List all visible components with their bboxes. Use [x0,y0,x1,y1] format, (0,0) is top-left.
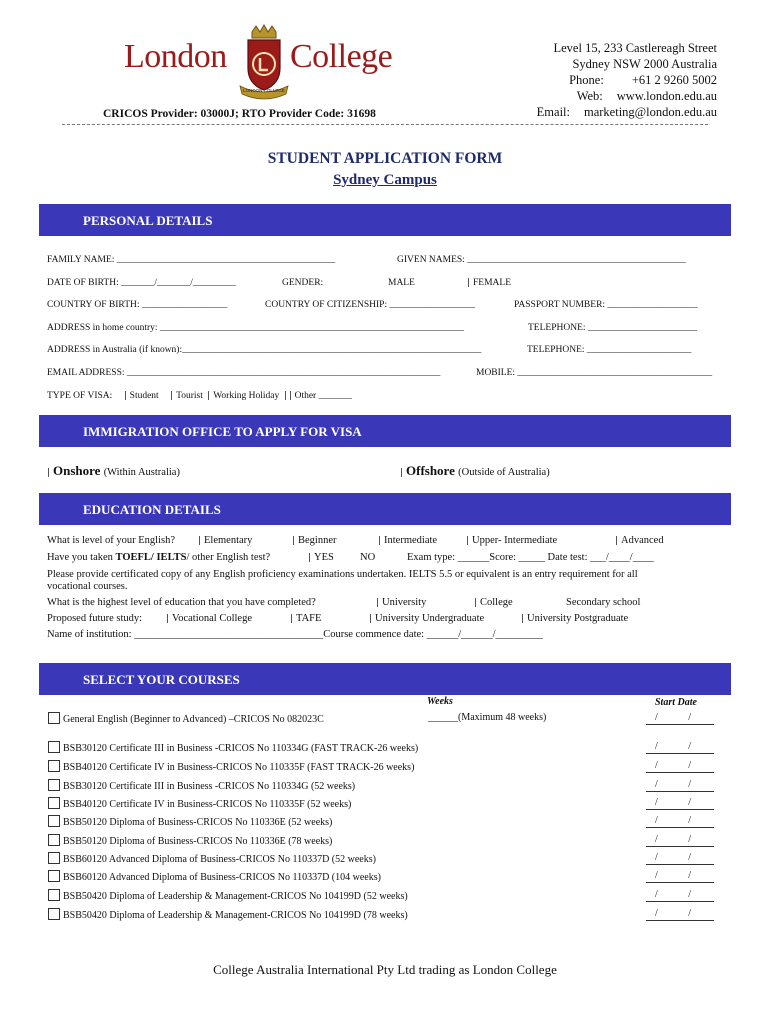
family-name-field[interactable]: FAMILY NAME: ______________________________________________ [47,255,336,265]
course-label: General English (Beginner to Advanced) –CRICOS No 082023C [63,714,324,725]
level-beginner[interactable] [293,535,337,546]
australia-address-field[interactable]: ADDRESS in Australia (if known):_______________________________________________________________ [47,345,482,355]
course-row[interactable] [48,834,332,847]
future-undergrad[interactable] [370,613,484,624]
footer-text: College Australia International Pty Ltd trading as London College [213,962,557,977]
mobile-field[interactable]: MOBILE: _________________________________________ [476,368,713,378]
english-note-line-2: vocational courses. [47,581,128,592]
institution-field[interactable]: Name of institution: ____________________________________Course commence date: ______/______/_________ [47,629,543,640]
english-level-question: What is level of your English? [47,535,176,546]
visa-other[interactable]: Other _______ [294,391,352,401]
home-address-field[interactable]: ADDRESS in home country: ________________________________________________________________ [47,323,464,333]
english-note-line-1: Please provide certificated copy of any English proficiency examinations undertaken. IELTS 5.5 or equivalent is an entry requirement for all [47,569,638,580]
country-citizenship-field[interactable]: COUNTRY OF CITIZENSHIP: __________________ [265,300,475,310]
given-names-field[interactable]: GIVEN NAMES: ______________________________________________ [397,255,686,265]
header-divider [62,124,708,125]
course-row[interactable] [48,779,355,792]
level-beginner-checkbox[interactable] [293,536,294,545]
weeks-field[interactable]: ______(Maximum 48 weeks) [428,712,547,723]
email-value[interactable]: marketing@london.edu.au [583,105,717,119]
course-label: BSB50120 Diploma of Business-CRICOS No 110336E (78 weeks) [63,836,333,847]
course-checkbox[interactable] [48,779,60,791]
cricos-provider: CRICOS Provider: 03000J; RTO Provider Code: 31698 [103,108,376,120]
level-upper-intermediate[interactable] [467,535,557,546]
course-row[interactable] [48,908,408,921]
address-line-2: Sydney NSW 2000 Australia [572,57,717,71]
highest-secondary[interactable]: Secondary school [566,597,641,608]
level-elementary-checkbox[interactable] [199,536,200,545]
level-intermediate-checkbox[interactable] [379,536,380,545]
onshore-note: (Within Australia) [103,467,180,478]
email-field[interactable]: EMAIL ADDRESS: __________________________________________________________________ [47,368,441,378]
start-date-field[interactable]: / / [646,889,714,902]
level-advanced-label: Advanced [621,535,664,546]
start-date-header: Start Date [655,697,697,708]
address-line-1: Level 15, 233 Castlereagh Street [553,41,717,55]
telephone-field-2[interactable]: TELEPHONE: ______________________ [527,345,692,355]
visa-tourist: Tourist [176,391,203,401]
level-elementary-label: Elementary [204,535,253,546]
phone-row [537,72,717,88]
level-upper-intermediate-checkbox[interactable] [467,536,468,545]
section-heading: SELECT YOUR COURSES [83,672,240,687]
visa-other-checkbox[interactable] [285,391,286,400]
course-label: BSB50420 Diploma of Leadership & Management-CRICOS No 104199D (78 weeks) [63,910,408,921]
gender-label: GENDER: [282,278,324,288]
toefl-yes-label: YES [314,552,334,563]
start-date-field[interactable]: / / [646,834,714,847]
visa-tourist-checkbox[interactable] [171,391,172,400]
future-postgrad[interactable] [522,613,628,624]
level-upper-intermediate-label: Upper- Intermediate [472,535,558,546]
section-courses [39,663,731,695]
weeks-header: Weeks [427,696,453,707]
visa-type-label: TYPE OF VISA: [47,391,113,401]
exam-details-field[interactable]: Exam type: ______Score: _____ Date test: ___/____/____ [407,552,654,563]
toefl-no[interactable]: NO [360,552,376,563]
highest-university-checkbox[interactable] [377,598,378,607]
future-tafe-checkbox[interactable] [291,614,292,623]
course-row[interactable] [48,889,408,902]
female-option[interactable] [468,278,511,288]
start-date-field[interactable]: / / [646,852,714,865]
section-heading: PERSONAL DETAILS [83,213,213,228]
course-label: BSB60120 Advanced Diploma of Business-CRICOS No 110337D (104 weeks) [63,872,381,883]
form-title: STUDENT APPLICATION FORM [267,150,503,167]
course-checkbox[interactable] [48,741,60,753]
level-elementary[interactable] [199,535,252,546]
country-birth-field[interactable]: COUNTRY OF BIRTH: __________________ [47,300,228,310]
toefl-question-bold: TOEFL/ IELTS [115,552,187,563]
course-checkbox[interactable] [48,815,60,827]
email-label: Email: [536,105,570,119]
female-label: FEMALE [473,278,511,288]
crest-ribbon-text: LONDON COLLEGE [243,88,285,93]
form-subtitle: Sydney Campus [333,172,437,188]
future-tafe-label: TAFE [296,613,322,624]
web-value[interactable]: www.london.edu.au [616,89,717,103]
future-undergrad-checkbox[interactable] [370,614,371,623]
section-immigration [39,415,731,447]
toefl-question-pre: Have you taken [47,552,116,563]
highest-university-label: University [382,597,427,608]
web-row [537,88,717,104]
course-checkbox[interactable] [48,889,60,901]
course-row[interactable] [48,760,414,773]
offshore-note: (Outside of Australia) [458,467,550,478]
start-date-field[interactable]: / / [646,797,714,810]
highest-college-checkbox[interactable] [475,598,476,607]
course-label: BSB50420 Diploma of Leadership & Management-CRICOS No 104199D (52 weeks) [63,891,408,902]
start-date-field[interactable]: / / [646,760,714,773]
section-heading: EDUCATION DETAILS [83,502,221,517]
course-row[interactable] [48,852,376,865]
start-date-field[interactable]: / / [646,908,714,921]
future-vocational[interactable] [167,613,252,624]
section-education [39,493,731,525]
course-label: BSB40120 Certificate IV in Business-CRICOS No 110335F (52 weeks) [63,799,352,810]
phone-label: Phone: [569,73,604,87]
logo-text-college: College [290,38,393,75]
highest-university[interactable] [377,597,426,608]
section-heading: IMMIGRATION OFFICE TO APPLY FOR VISA [83,424,362,439]
start-date-field[interactable]: / / [646,741,714,754]
male-option[interactable]: MALE [388,278,415,288]
level-beginner-label: Beginner [298,535,337,546]
web-label: Web: [576,89,603,103]
highest-college-label: College [480,597,513,608]
start-date-field[interactable]: / / [646,870,714,883]
course-row[interactable] [48,870,381,883]
start-date-field[interactable]: / / [646,779,714,792]
highest-education-question: What is the highest level of education that you have completed? [47,597,316,608]
onshore-checkbox[interactable] [48,468,49,477]
course-checkbox[interactable] [48,797,60,809]
email-row [537,104,717,120]
toefl-yes-checkbox[interactable] [309,553,310,562]
course-checkbox[interactable] [48,870,60,882]
course-label: BSB60120 Advanced Diploma of Business-CRICOS No 110337D (52 weeks) [63,854,376,865]
course-label: BSB40120 Certificate IV in Business-CRICOS No 110335F (FAST TRACK-26 weeks) [63,762,415,773]
future-vocational-checkbox[interactable] [167,614,168,623]
course-row[interactable] [48,815,332,828]
future-postgrad-label: University Postgraduate [527,613,629,624]
course-checkbox[interactable] [48,908,60,920]
female-checkbox[interactable] [468,278,469,287]
course-checkbox[interactable] [48,760,60,772]
course-general-english[interactable] [48,712,324,725]
level-advanced-checkbox[interactable] [616,536,617,545]
offshore-option[interactable] [401,463,550,479]
highest-college[interactable] [475,597,513,608]
offshore-checkbox[interactable] [401,468,402,477]
future-study-question: Proposed future study: [47,613,143,624]
level-advanced[interactable] [616,535,664,546]
visa-working-holiday: Working Holiday [213,391,280,401]
visa-type-row [47,391,352,401]
course-checkbox[interactable] [48,852,60,864]
course-label: BSB50120 Diploma of Business-CRICOS No 110336E (52 weeks) [63,817,333,828]
start-date-field[interactable]: / / [646,815,714,828]
dob-field[interactable]: DATE OF BIRTH: _______/_______/_________ [47,278,236,288]
phone-value: +61 2 9260 5002 [631,73,717,87]
course-checkbox[interactable] [48,712,60,724]
telephone-field-1[interactable]: TELEPHONE: _______________________ [528,323,698,333]
course-checkbox[interactable] [48,834,60,846]
passport-field[interactable]: PASSPORT NUMBER: ___________________ [514,300,698,310]
visa-other-checkbox-2[interactable] [290,391,291,400]
future-undergrad-label: University Undergraduate [375,613,485,624]
course-row[interactable] [48,797,351,810]
course-label: BSB30120 Certificate III in Business -CRICOS No 110334G (FAST TRACK-26 weeks) [63,743,419,754]
offshore-label: Offshore [406,463,455,478]
visa-student-checkbox[interactable] [125,391,126,400]
start-date-field[interactable]: / / [646,712,714,725]
level-intermediate-label: Intermediate [384,535,438,546]
future-vocational-label: Vocational College [172,613,252,624]
course-row[interactable] [48,741,418,754]
toefl-question-post: / other English test? [186,552,271,563]
visa-working-holiday-checkbox[interactable] [208,391,209,400]
contact-block [537,40,717,120]
future-postgrad-checkbox[interactable] [522,614,523,623]
onshore-option[interactable] [48,463,180,479]
course-label: BSB30120 Certificate III in Business -CRICOS No 110334G (52 weeks) [63,781,356,792]
logo-text-london: London [124,38,227,75]
level-intermediate[interactable] [379,535,437,546]
section-personal-details [39,204,731,236]
toefl-yes[interactable] [309,552,334,563]
future-tafe[interactable] [291,613,321,624]
onshore-label: Onshore [53,463,101,478]
visa-student: Student [129,391,159,401]
toefl-question [47,552,270,563]
